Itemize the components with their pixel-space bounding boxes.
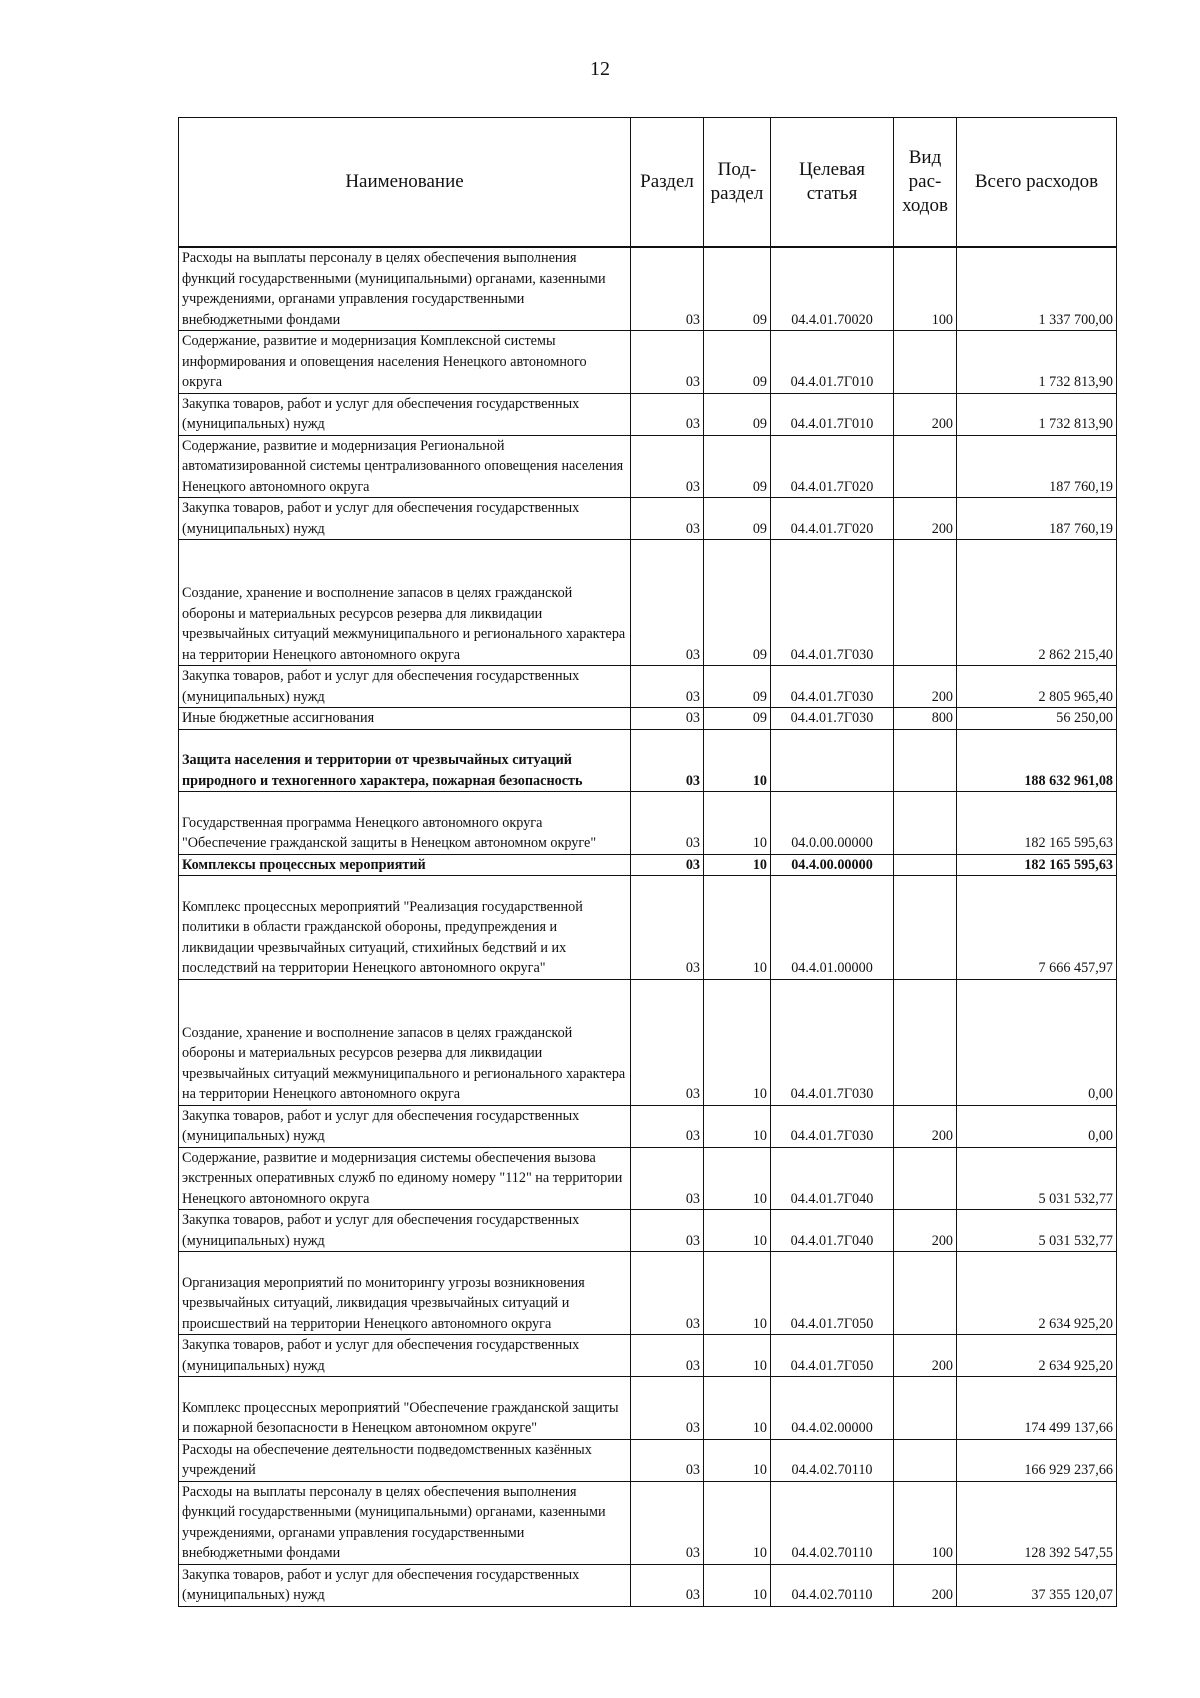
- cell-podrazdel: 10: [704, 1210, 771, 1252]
- cell-name: Закупка товаров, работ и услуг для обеспечения государственных (муниципальных) нужд: [179, 1564, 631, 1606]
- cell-total: 128 392 547,55: [957, 1481, 1117, 1564]
- table-row: [179, 1105, 1117, 1147]
- table-row: [179, 1564, 1117, 1606]
- cell-razdel: 03: [631, 540, 704, 666]
- cell-vid-raskhodov: 200: [894, 1564, 957, 1606]
- cell-vid-raskhodov: 800: [894, 708, 957, 730]
- table-header: [179, 118, 1117, 248]
- cell-tselevaya-statya: 04.0.00.00000: [771, 792, 894, 855]
- cell-vid-raskhodov: [894, 540, 957, 666]
- cell-vid-raskhodov: 100: [894, 1481, 957, 1564]
- cell-podrazdel: 10: [704, 1564, 771, 1606]
- table-row: [179, 792, 1117, 855]
- table-row: [179, 1481, 1117, 1564]
- cell-razdel: 03: [631, 729, 704, 792]
- table-row: [179, 708, 1117, 730]
- table-row: [179, 1210, 1117, 1252]
- cell-podrazdel: 10: [704, 876, 771, 980]
- cell-razdel: 03: [631, 876, 704, 980]
- cell-razdel: 03: [631, 393, 704, 435]
- cell-name: Комплекс процессных мероприятий "Реализация государственной политики в области гражданской обороны, предупреждения и ликвидации чрезвычайных ситуаций, стихийных бедствий и их последствий на территории Ненецкого автономного округа": [179, 876, 631, 980]
- header-total: Всего расходов: [957, 118, 1117, 248]
- cell-total: 182 165 595,63: [957, 792, 1117, 855]
- cell-podrazdel: 10: [704, 1439, 771, 1481]
- cell-podrazdel: 09: [704, 393, 771, 435]
- header-row: [179, 118, 1117, 248]
- cell-total: 1 732 813,90: [957, 331, 1117, 394]
- cell-total: 56 250,00: [957, 708, 1117, 730]
- cell-total: 188 632 961,08: [957, 729, 1117, 792]
- cell-tselevaya-statya: 04.4.01.7Г050: [771, 1335, 894, 1377]
- cell-razdel: 03: [631, 1105, 704, 1147]
- cell-tselevaya-statya: 04.4.01.00000: [771, 876, 894, 980]
- page-number: 12: [590, 58, 610, 80]
- cell-razdel: 03: [631, 708, 704, 730]
- table-row: [179, 979, 1117, 1105]
- cell-name: Закупка товаров, работ и услуг для обеспечения государственных (муниципальных) нужд: [179, 1210, 631, 1252]
- cell-tselevaya-statya: 04.4.01.7Г020: [771, 435, 894, 498]
- cell-total: 182 165 595,63: [957, 854, 1117, 876]
- cell-razdel: 03: [631, 498, 704, 540]
- cell-name: Закупка товаров, работ и услуг для обеспечения государственных (муниципальных) нужд: [179, 498, 631, 540]
- cell-vid-raskhodov: 200: [894, 393, 957, 435]
- cell-podrazdel: 10: [704, 979, 771, 1105]
- cell-name: Закупка товаров, работ и услуг для обеспечения государственных (муниципальных) нужд: [179, 1335, 631, 1377]
- cell-vid-raskhodov: [894, 1439, 957, 1481]
- cell-total: 187 760,19: [957, 435, 1117, 498]
- cell-total: 37 355 120,07: [957, 1564, 1117, 1606]
- cell-tselevaya-statya: 04.4.01.7Г030: [771, 708, 894, 730]
- cell-name: Расходы на обеспечение деятельности подведомственных казённых учреждений: [179, 1439, 631, 1481]
- table-row: [179, 540, 1117, 666]
- cell-tselevaya-statya: 04.4.01.7Г010: [771, 331, 894, 394]
- cell-tselevaya-statya: 04.4.01.7Г020: [771, 498, 894, 540]
- cell-razdel: 03: [631, 1439, 704, 1481]
- cell-vid-raskhodov: [894, 792, 957, 855]
- cell-podrazdel: 09: [704, 435, 771, 498]
- cell-total: 2 862 215,40: [957, 540, 1117, 666]
- cell-vid-raskhodov: 200: [894, 1335, 957, 1377]
- cell-total: 5 031 532,77: [957, 1147, 1117, 1210]
- cell-tselevaya-statya: 04.4.01.7Г040: [771, 1210, 894, 1252]
- cell-name: Закупка товаров, работ и услуг для обеспечения государственных (муниципальных) нужд: [179, 666, 631, 708]
- table-row: [179, 876, 1117, 980]
- cell-razdel: 03: [631, 1210, 704, 1252]
- cell-vid-raskhodov: [894, 854, 957, 876]
- table-row: [179, 1147, 1117, 1210]
- cell-vid-raskhodov: 100: [894, 247, 957, 331]
- table-row: [179, 1335, 1117, 1377]
- cell-name: Комплекс процессных мероприятий "Обеспечение гражданской защиты и пожарной безопасности в Ненецком автономном округе": [179, 1377, 631, 1440]
- cell-vid-raskhodov: 200: [894, 666, 957, 708]
- cell-total: 2 805 965,40: [957, 666, 1117, 708]
- cell-total: 1 732 813,90: [957, 393, 1117, 435]
- table-body: [179, 247, 1117, 1606]
- budget-table: [178, 117, 1117, 1607]
- cell-tselevaya-statya: 04.4.01.7Г010: [771, 393, 894, 435]
- cell-podrazdel: 09: [704, 708, 771, 730]
- cell-vid-raskhodov: [894, 876, 957, 980]
- cell-total: 1 337 700,00: [957, 247, 1117, 331]
- cell-tselevaya-statya: 04.4.02.70110: [771, 1564, 894, 1606]
- cell-total: 0,00: [957, 1105, 1117, 1147]
- table-row: [179, 666, 1117, 708]
- cell-name: Комплексы процессных мероприятий: [179, 854, 631, 876]
- table-row: [179, 1377, 1117, 1440]
- cell-name: Государственная программа Ненецкого автономного округа "Обеспечение гражданской защиты в Ненецком автономном округе": [179, 792, 631, 855]
- table-row: [179, 1252, 1117, 1335]
- cell-tselevaya-statya: 04.4.01.7Г030: [771, 540, 894, 666]
- cell-razdel: 03: [631, 247, 704, 331]
- cell-name: Иные бюджетные ассигнования: [179, 708, 631, 730]
- table-row: [179, 393, 1117, 435]
- cell-podrazdel: 10: [704, 1377, 771, 1440]
- cell-name: Закупка товаров, работ и услуг для обеспечения государственных (муниципальных) нужд: [179, 1105, 631, 1147]
- table-row: [179, 854, 1117, 876]
- cell-name: Содержание, развитие и модернизация системы обеспечения вызова экстренных оперативных служб по единому номеру "112" на территории Ненецкого автономного округа: [179, 1147, 631, 1210]
- cell-name: Закупка товаров, работ и услуг для обеспечения государственных (муниципальных) нужд: [179, 393, 631, 435]
- cell-razdel: 03: [631, 979, 704, 1105]
- cell-podrazdel: 09: [704, 666, 771, 708]
- cell-podrazdel: 09: [704, 331, 771, 394]
- header-tselevaya-statya: Целевая статья: [771, 118, 894, 248]
- cell-vid-raskhodov: [894, 435, 957, 498]
- cell-vid-raskhodov: [894, 979, 957, 1105]
- cell-vid-raskhodov: 200: [894, 498, 957, 540]
- header-vid-raskhodov: Вид рас- ходов: [894, 118, 957, 248]
- table-row: [179, 331, 1117, 394]
- cell-podrazdel: 09: [704, 498, 771, 540]
- cell-razdel: 03: [631, 1481, 704, 1564]
- cell-name: Защита населения и территории от чрезвычайных ситуаций природного и техногенного характера, пожарная безопасность: [179, 729, 631, 792]
- table-row: [179, 247, 1117, 331]
- cell-total: 5 031 532,77: [957, 1210, 1117, 1252]
- cell-podrazdel: 10: [704, 1252, 771, 1335]
- cell-name: Создание, хранение и восполнение запасов в целях гражданской обороны и материальных ресурсов резерва для ликвидации чрезвычайных ситуаций межмуниципального и регионального характера на территории Ненецкого автономного округа: [179, 540, 631, 666]
- cell-tselevaya-statya: 04.4.02.00000: [771, 1377, 894, 1440]
- cell-razdel: 03: [631, 331, 704, 394]
- cell-razdel: 03: [631, 1147, 704, 1210]
- cell-name: Расходы на выплаты персоналу в целях обеспечения выполнения функций государственными (муниципальными) органами, казенными учреждениями, органами управления государственными внебюджетными фондами: [179, 247, 631, 331]
- cell-razdel: 03: [631, 1335, 704, 1377]
- cell-name: Создание, хранение и восполнение запасов в целях гражданской обороны и материальных ресурсов резерва для ликвидации чрезвычайных ситуаций межмуниципального и регионального характера на территории Ненецкого автономного округа: [179, 979, 631, 1105]
- cell-podrazdel: 10: [704, 1481, 771, 1564]
- cell-total: 2 634 925,20: [957, 1252, 1117, 1335]
- cell-razdel: 03: [631, 1564, 704, 1606]
- cell-total: 0,00: [957, 979, 1117, 1105]
- cell-podrazdel: 10: [704, 1105, 771, 1147]
- cell-razdel: 03: [631, 792, 704, 855]
- cell-razdel: 03: [631, 666, 704, 708]
- cell-tselevaya-statya: 04.4.02.70110: [771, 1481, 894, 1564]
- cell-razdel: 03: [631, 435, 704, 498]
- cell-razdel: 03: [631, 854, 704, 876]
- cell-tselevaya-statya: 04.4.01.7Г040: [771, 1147, 894, 1210]
- cell-tselevaya-statya: [771, 729, 894, 792]
- cell-vid-raskhodov: 200: [894, 1105, 957, 1147]
- cell-podrazdel: 09: [704, 247, 771, 331]
- cell-name: Содержание, развитие и модернизация Региональной автоматизированной системы централизованного оповещения населения Ненецкого автономного округа: [179, 435, 631, 498]
- header-razdel: Раздел: [631, 118, 704, 248]
- cell-tselevaya-statya: 04.4.01.70020: [771, 247, 894, 331]
- header-name: Наименование: [179, 118, 631, 248]
- cell-total: 187 760,19: [957, 498, 1117, 540]
- cell-name: Содержание, развитие и модернизация Комплексной системы информирования и оповещения населения Ненецкого автономного округа: [179, 331, 631, 394]
- cell-vid-raskhodov: [894, 1252, 957, 1335]
- cell-razdel: 03: [631, 1377, 704, 1440]
- table-row: [179, 729, 1117, 792]
- cell-podrazdel: 10: [704, 729, 771, 792]
- table-row: [179, 435, 1117, 498]
- cell-podrazdel: 10: [704, 854, 771, 876]
- cell-tselevaya-statya: 04.4.01.7Г030: [771, 979, 894, 1105]
- cell-vid-raskhodov: 200: [894, 1210, 957, 1252]
- cell-name: Расходы на выплаты персоналу в целях обеспечения выполнения функций государственными (муниципальными) органами, казенными учреждениями, органами управления государственными внебюджетными фондами: [179, 1481, 631, 1564]
- cell-total: 7 666 457,97: [957, 876, 1117, 980]
- cell-total: 2 634 925,20: [957, 1335, 1117, 1377]
- cell-vid-raskhodov: [894, 1377, 957, 1440]
- cell-podrazdel: 10: [704, 792, 771, 855]
- cell-tselevaya-statya: 04.4.01.7Г030: [771, 666, 894, 708]
- cell-vid-raskhodov: [894, 729, 957, 792]
- cell-vid-raskhodov: [894, 331, 957, 394]
- cell-podrazdel: 10: [704, 1147, 771, 1210]
- table-row: [179, 498, 1117, 540]
- cell-total: 166 929 237,66: [957, 1439, 1117, 1481]
- cell-tselevaya-statya: 04.4.02.70110: [771, 1439, 894, 1481]
- cell-name: Организация мероприятий по мониторингу угрозы возникновения чрезвычайных ситуаций, ликвидация чрезвычайных ситуаций и происшествий на территории Ненецкого автономного округа: [179, 1252, 631, 1335]
- cell-vid-raskhodov: [894, 1147, 957, 1210]
- cell-podrazdel: 09: [704, 540, 771, 666]
- cell-tselevaya-statya: 04.4.01.7Г050: [771, 1252, 894, 1335]
- cell-tselevaya-statya: 04.4.00.00000: [771, 854, 894, 876]
- cell-tselevaya-statya: 04.4.01.7Г030: [771, 1105, 894, 1147]
- header-podrazdel: Под- раздел: [704, 118, 771, 248]
- cell-total: 174 499 137,66: [957, 1377, 1117, 1440]
- cell-podrazdel: 10: [704, 1335, 771, 1377]
- table-row: [179, 1439, 1117, 1481]
- cell-razdel: 03: [631, 1252, 704, 1335]
